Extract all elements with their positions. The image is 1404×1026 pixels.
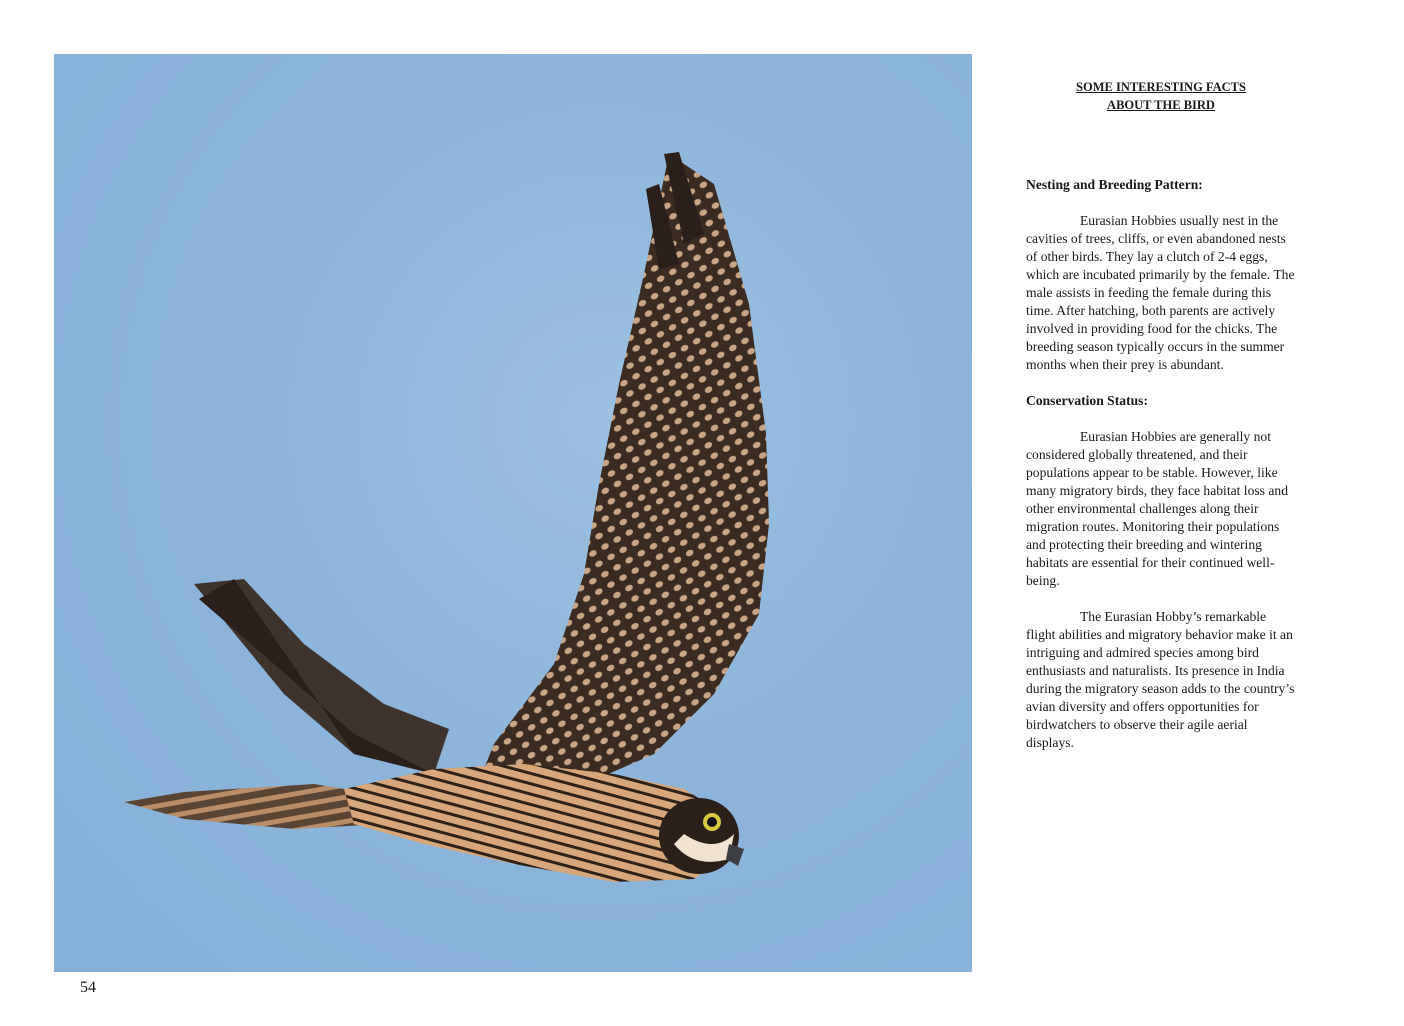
closing-paragraph: The Eurasian Hobby’s remarkable flight abilities and migratory behavior make it an intriguing and admired species among bird enthusiasts and naturalists. Its presence in India during the migratory season adds to the country’s avian diversity and offers opportunities for birdwatchers to observe their agile aerial displays. xyxy=(1026,609,1295,750)
facts-column xyxy=(1026,78,1298,752)
beak xyxy=(726,844,744,866)
page-number: 54 xyxy=(80,979,96,996)
facts-section-header xyxy=(1026,78,1296,114)
head xyxy=(659,798,739,874)
conservation-heading: Conservation Status: xyxy=(1026,393,1148,408)
header-line-2: ABOUT THE BIRD xyxy=(1107,98,1215,112)
nesting-body: Eurasian Hobbies usually nest in the cavities of trees, cliffs, or even abandoned nests of other birds. They lay a clutch of 2-4 eggs, which are incubated primarily by the female. The male assists in feeding the female during this time. After hatching, both parents are actively involved in providing food for the chicks. The breeding season typically occurs in the summer months when their prey is abundant. xyxy=(1026,213,1295,372)
bird-photo xyxy=(54,54,972,972)
header-line-1: SOME INTERESTING FACTS xyxy=(1076,80,1246,94)
hobby-illustration xyxy=(54,54,972,972)
main-wing xyxy=(474,154,769,794)
conservation-body: Eurasian Hobbies are generally not considered globally threatened, and their populations appear to be stable. However, like many migratory birds, they face habitat loss and other environmental challenges along their migration routes. Monitoring their populations and protecting their breeding and wintering habitats are essential for their continued well-being. xyxy=(1026,429,1288,588)
nesting-heading: Nesting and Breeding Pattern: xyxy=(1026,177,1203,192)
